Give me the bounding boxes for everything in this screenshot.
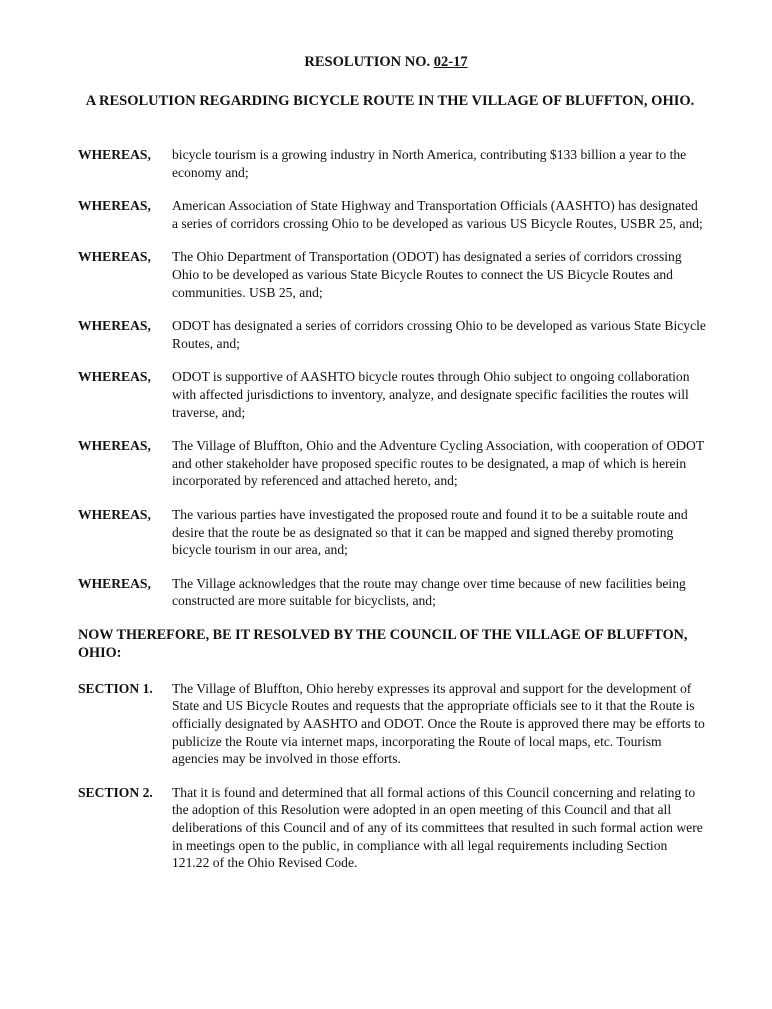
whereas-clause — [78, 317, 706, 352]
section-clause — [78, 784, 706, 872]
whereas-clause — [78, 437, 706, 490]
whereas-keyword: WHEREAS, — [78, 318, 151, 334]
resolution-number-heading — [0, 54, 772, 71]
whereas-clause — [78, 146, 706, 181]
whereas-clause — [78, 575, 706, 610]
whereas-keyword: WHEREAS, — [78, 369, 151, 385]
whereas-text: bicycle tourism is a growing industry in North America, contributing $133 billion a year to the economy and; — [172, 147, 687, 180]
section-text: That it is found and determined that all formal actions of this Council concerning and relating to the adoption of this Resolution were adopted in an open meeting of this Council and that all deliberations of this Council and of any of its committees that resulted in such formal action were in meetings open to the public, in compliance with all legal requirements including Section 121.22 of the Ohio Revised Code. — [172, 784, 703, 871]
whereas-clause — [78, 506, 706, 559]
resolution-number: 02-17 — [433, 54, 468, 70]
whereas-text: ODOT has designated a series of corridors crossing Ohio to be developed as various State Bicycle Routes, and; — [172, 318, 706, 351]
section-label: SECTION 1. — [78, 680, 153, 696]
whereas-keyword: WHEREAS, — [78, 506, 151, 522]
whereas-text: ODOT is supportive of AASHTO bicycle routes through Ohio subject to ongoing collaboration with affected jurisdictions to inventory, analyze, and designate specific facilities the routes will traverse, and; — [172, 369, 690, 420]
whereas-keyword: WHEREAS, — [78, 198, 151, 214]
whereas-keyword: WHEREAS, — [78, 147, 151, 162]
whereas-clause — [78, 368, 706, 421]
whereas-clause — [78, 197, 706, 232]
section-text: The Village of Bluffton, Ohio hereby expresses its approval and support for the development of State and US Bicycle Routes and requests that the appropriate officials see to it that the Route is officially designated by AASHTO and ODOT. Once the Route is approved there may be efforts to publicize the Route via internet maps, incorporating the Route of local maps, etc. Tourism agencies may be involved in those efforts. — [172, 680, 705, 767]
whereas-text: The Village of Bluffton, Ohio and the Adventure Cycling Association, with cooperation of ODOT and other stakeholder have proposed specific routes to be designated, a map of which is herein incorporated by referenced and attached hereto, and; — [172, 438, 704, 489]
whereas-text: The Village acknowledges that the route may change over time because of new facilities being constructed are more suitable for bicyclists, and; — [172, 575, 686, 609]
whereas-keyword: WHEREAS, — [78, 575, 151, 591]
section-clause — [78, 680, 706, 768]
whereas-text: American Association of State Highway and Transportation Officials (AASHTO) has designated a series of corridors crossing Ohio to be developed as various US Bicycle Routes, USBR 25, and; — [172, 198, 703, 231]
resolution-label: RESOLUTION NO. — [304, 54, 431, 70]
resolution-body — [78, 146, 706, 888]
whereas-keyword: WHEREAS, — [78, 249, 151, 265]
resolved-statement: NOW THEREFORE, BE IT RESOLVED BY THE COUNCIL OF THE VILLAGE OF BLUFFTON, OHIO: — [78, 626, 688, 661]
whereas-clause — [78, 248, 706, 301]
section-label: SECTION 2. — [78, 784, 153, 800]
whereas-text: The various parties have investigated the proposed route and found it to be a suitable route and desire that the route be as designated so that it can be mapped and signed thereby promoting bicycle tourism in our area, and; — [172, 506, 688, 558]
resolution-title: A RESOLUTION REGARDING BICYCLE ROUTE IN THE VILLAGE OF BLUFFTON, OHIO. — [85, 93, 695, 109]
whereas-keyword: WHEREAS, — [78, 438, 151, 454]
whereas-text: The Ohio Department of Transportation (ODOT) has designated a series of corridors crossing Ohio to be developed as various State Bicycle Routes to connect the US Bicycle Routes and communities. USB 25, and; — [172, 249, 682, 300]
